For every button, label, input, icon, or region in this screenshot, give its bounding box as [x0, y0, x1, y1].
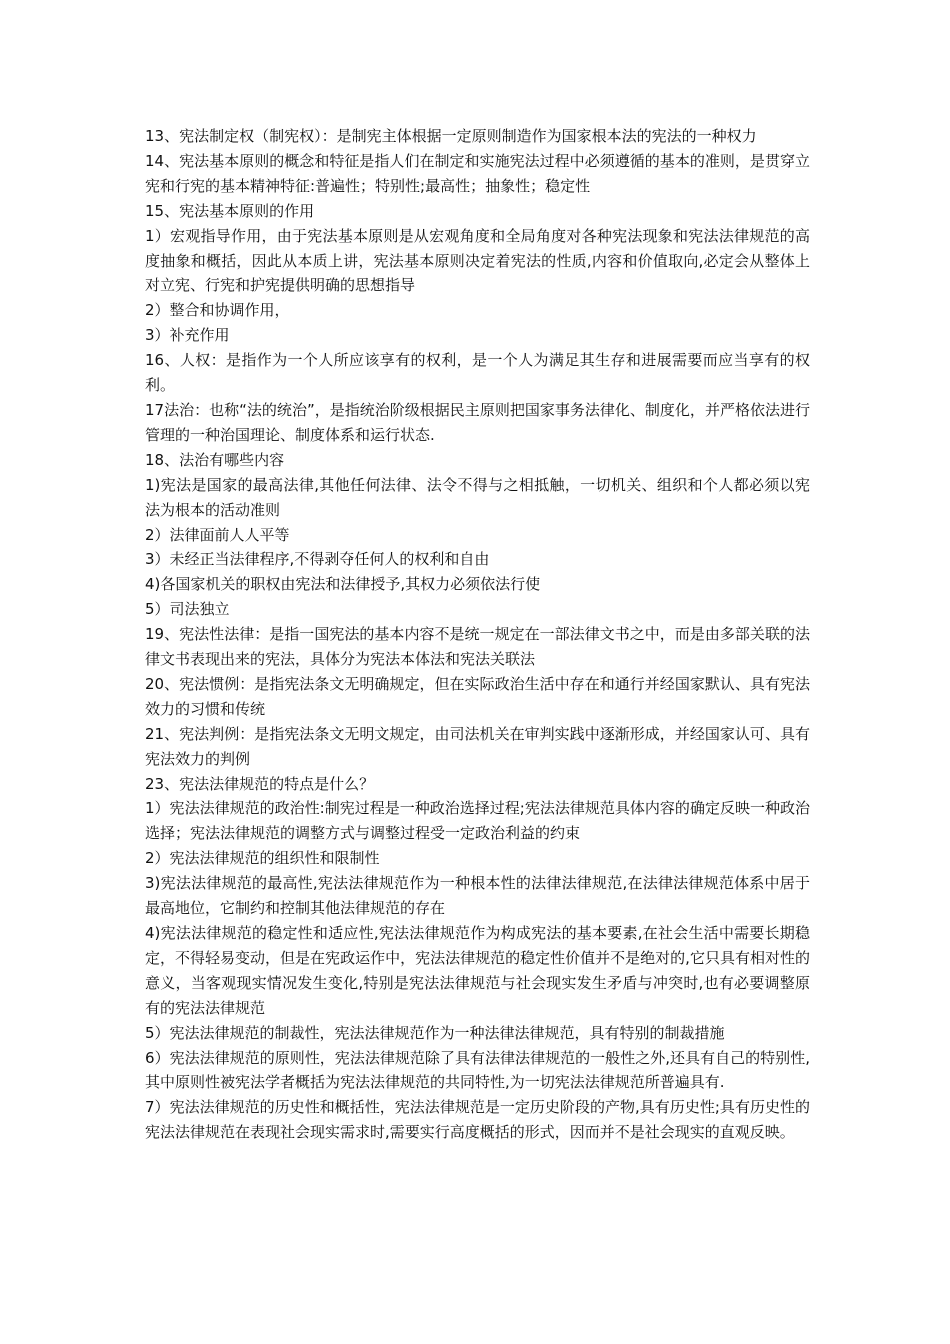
paragraph-15-heading: 15、宪法基本原则的作用 — [145, 201, 315, 220]
paragraph-18-item-2: 2）法律面前人人平等 — [145, 525, 290, 544]
paragraph-23-item-4: 4)宪法法律规范的稳定性和适应性,宪法法律规范作为构成宪法的基本要素,在社会生活中需要长期稳定，不得轻易变动，但是在宪政运作中，宪法法律规范的稳定性价值并不是绝对的,它只具有相对性的意义，当客观现实情况发生变化,特别是宪法法律规范与社会现实发生矛盾与冲突时,也有必要调整原有的宪法法律规范 — [145, 924, 810, 1017]
paragraph-18-item-3: 3）未经正当法律程序,不得剥夺任何人的权利和自由 — [145, 550, 490, 569]
paragraph-15-item-3: 3）补充作用 — [145, 326, 230, 345]
paragraph-19-constitutional-law: 19、宪法性法律：是指一国宪法的基本内容不是统一规定在一部法律文书之中，而是由多部关联的法律文书表现出来的宪法，具体分为宪法本体法和宪法关联法 — [145, 625, 810, 669]
paragraph-23-item-5: 5）宪法法律规范的制裁性，宪法法律规范作为一种法律法律规范，具有特别的制裁措施 — [145, 1023, 725, 1042]
paragraph-17-rule-of-law: 17法治：也称“法的统治”，是指统治阶级根据民主原则把国家事务法律化、制度化，并严格依法进行管理的一种治国理论、制度体系和运行状态. — [145, 400, 810, 444]
paragraph-23-item-2: 2）宪法法律规范的组织性和限制性 — [145, 849, 380, 868]
paragraph-15-item-2: 2）整合和协调作用， — [145, 301, 290, 320]
paragraph-18-item-4: 4)各国家机关的职权由宪法和法律授予,其权力必须依法行使 — [145, 575, 541, 594]
paragraph-23-heading: 23、宪法法律规范的特点是什么？ — [145, 774, 375, 793]
document-body — [145, 124, 810, 1145]
paragraph-21-constitutional-case: 21、宪法判例：是指宪法条文无明文规定，由司法机关在审判实践中逐渐形成，并经国家认可、具有宪法效力的判例 — [145, 724, 810, 768]
paragraph-18-item-5: 5）司法独立 — [145, 600, 230, 619]
paragraph-23-item-7: 7）宪法法律规范的历史性和概括性，宪法法律规范是一定历史阶段的产物,具有历史性;具有历史性的宪法法律规范在表现社会现实需求时,需要实行高度概括的形式，因而并不是社会现实的直观反映。 — [145, 1098, 810, 1142]
paragraph-23-item-6: 6）宪法法律规范的原则性，宪法法律规范除了具有法律法律规范的一般性之外,还具有自己的特别性,其中原则性被宪法学者概括为宪法法律规范的共同特性,为一切宪法法律规范所普遍具有. — [145, 1048, 810, 1092]
paragraph-23-item-1: 1）宪法法律规范的政治性:制宪过程是一种政治选择过程;宪法法律规范具体内容的确定反映一种政治选择；宪法法律规范的调整方式与调整过程受一定政治利益的约束 — [145, 799, 810, 843]
paragraph-18-item-1: 1)宪法是国家的最高法律,其他任何法律、法令不得与之相抵触，一切机关、组织和个人都必须以宪法为根本的活动准则 — [145, 475, 810, 519]
paragraph-23-item-3: 3)宪法法律规范的最高性,宪法法律规范作为一种根本性的法律法律规范,在法律法律规范体系中居于最高地位，它制约和控制其他法律规范的存在 — [145, 874, 810, 918]
paragraph-15-item-1: 1）宏观指导作用，由于宪法基本原则是从宏观角度和全局角度对各种宪法现象和宪法法律规范的高度抽象和概括，因此从本质上讲，宪法基本原则决定着宪法的性质,内容和价值取向,必定会从整体上对立宪、行宪和护宪提供明确的思想指导 — [145, 226, 810, 295]
paragraph-18-heading: 18、法治有哪些内容 — [145, 450, 285, 469]
paragraph-16-human-rights: 16、人权：是指作为一个人所应该享有的权利，是一个人为满足其生存和进展需要而应当享有的权利。 — [145, 351, 810, 395]
paragraph-20-constitutional-convention: 20、宪法惯例：是指宪法条文无明确规定，但在实际政治生活中存在和通行并经国家默认、具有宪法效力的习惯和传统 — [145, 674, 810, 718]
paragraph-13-constitution-making-power: 13、宪法制定权（制宪权）：是制宪主体根据一定原则制造作为国家根本法的宪法的一种权力 — [145, 127, 757, 145]
paragraph-14-basic-principles-concept: 14、宪法基本原则的概念和特征是指人们在制定和实施宪法过程中必须遵循的基本的准则，是贯穿立宪和行宪的基本精神特征:普遍性；特别性;最高性；抽象性；稳定性 — [145, 151, 810, 195]
